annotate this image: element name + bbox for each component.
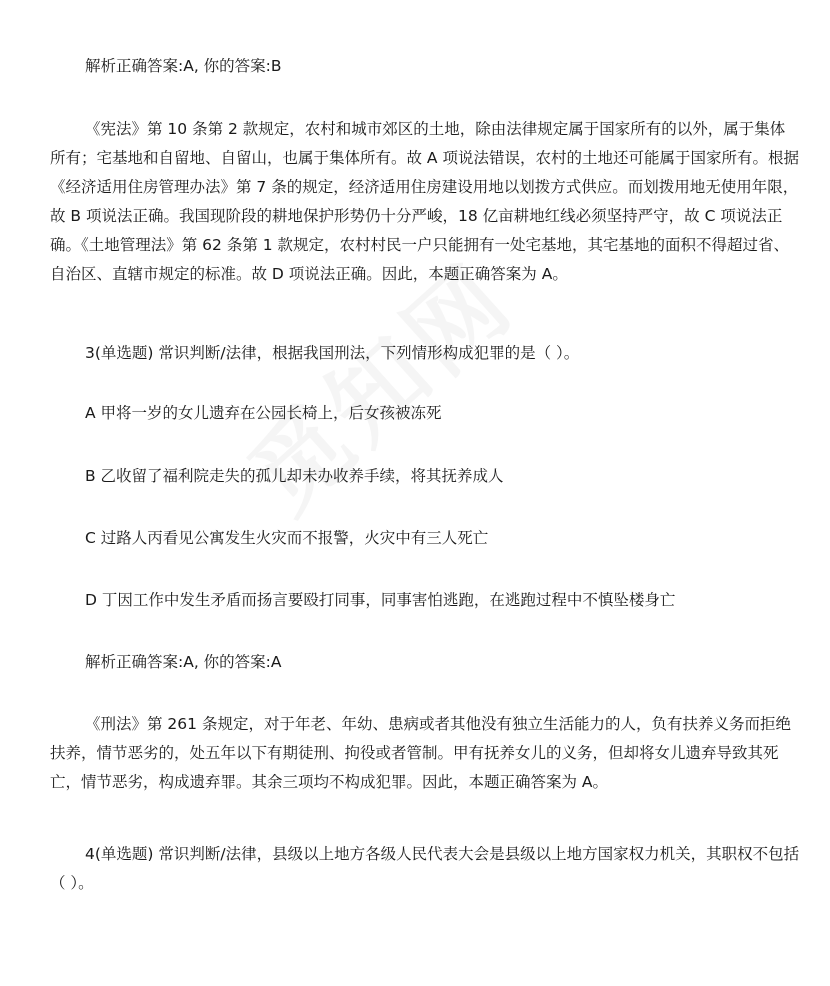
q2-explanation: 《宪法》第 10 条第 2 款规定，农村和城市郊区的土地，除由法律规定属于国家所有的以外，属于集体所有；宅基地和自留地、自留山，也属于集体所有。故 A 项说法错误，农村的土地还可能属于国家所有。根据《经济适用住房管理办法》第 7 条的规定，经济适用住房建设用地以划拨方式供应。而划拨用地无使用年限，故 B 项说法正确。我国现阶段的耕地保护形势仍十分严峻，18 亿亩耕地红线必须坚持严守，故 C 项说法正确。《土地管理法》第 62 条第 1 款规定，农村村民一户只能拥有一处宅基地，其宅基地的面积不得超过省、自治区、直辖市规定的标准。故 D 项说法正确。因此，本题正确答案为 A。 [50,120,799,283]
q3-explanation: 《刑法》第 261 条规定，对于年老、年幼、患病或者其他没有独立生活能力的人，负有扶养义务而拒绝扶养，情节恶劣的，处五年以下有期徒刑、拘役或者管制。甲有抚养女儿的义务，但却将女儿遗弃导致其死亡，情节恶劣，构成遗弃罪。其余三项均不构成犯罪。因此，本题正确答案为 A。 [50,715,791,791]
q4-stem: 4(单选题) 常识判断/法律，县级以上地方各级人民代表大会是县级以上地方国家权力机关，其职权不包括（ ）。 [50,845,800,892]
q3-stem: 3(单选题) 常识判断/法律，根据我国刑法，下列情形构成犯罪的是（ ）。 [85,344,580,362]
q3-option-d: D 丁因工作中发生矛盾而扬言要殴打同事，同事害怕逃跑，在逃跑过程中不慎坠楼身亡 [85,591,676,609]
q3-option-c: C 过路人丙看见公寓发生火灾而不报警，火灾中有三人死亡 [85,529,489,547]
q2-answer-line: 解析正确答案:A, 你的答案:B [85,57,282,75]
q3-option-a: A 甲将一岁的女儿遗弃在公园长椅上，后女孩被冻死 [85,404,442,422]
q3-answer-line: 解析正确答案:A, 你的答案:A [85,653,282,671]
q3-option-b: B 乙收留了福利院走失的孤儿却未办收养手续，将其抚养成人 [85,467,504,485]
